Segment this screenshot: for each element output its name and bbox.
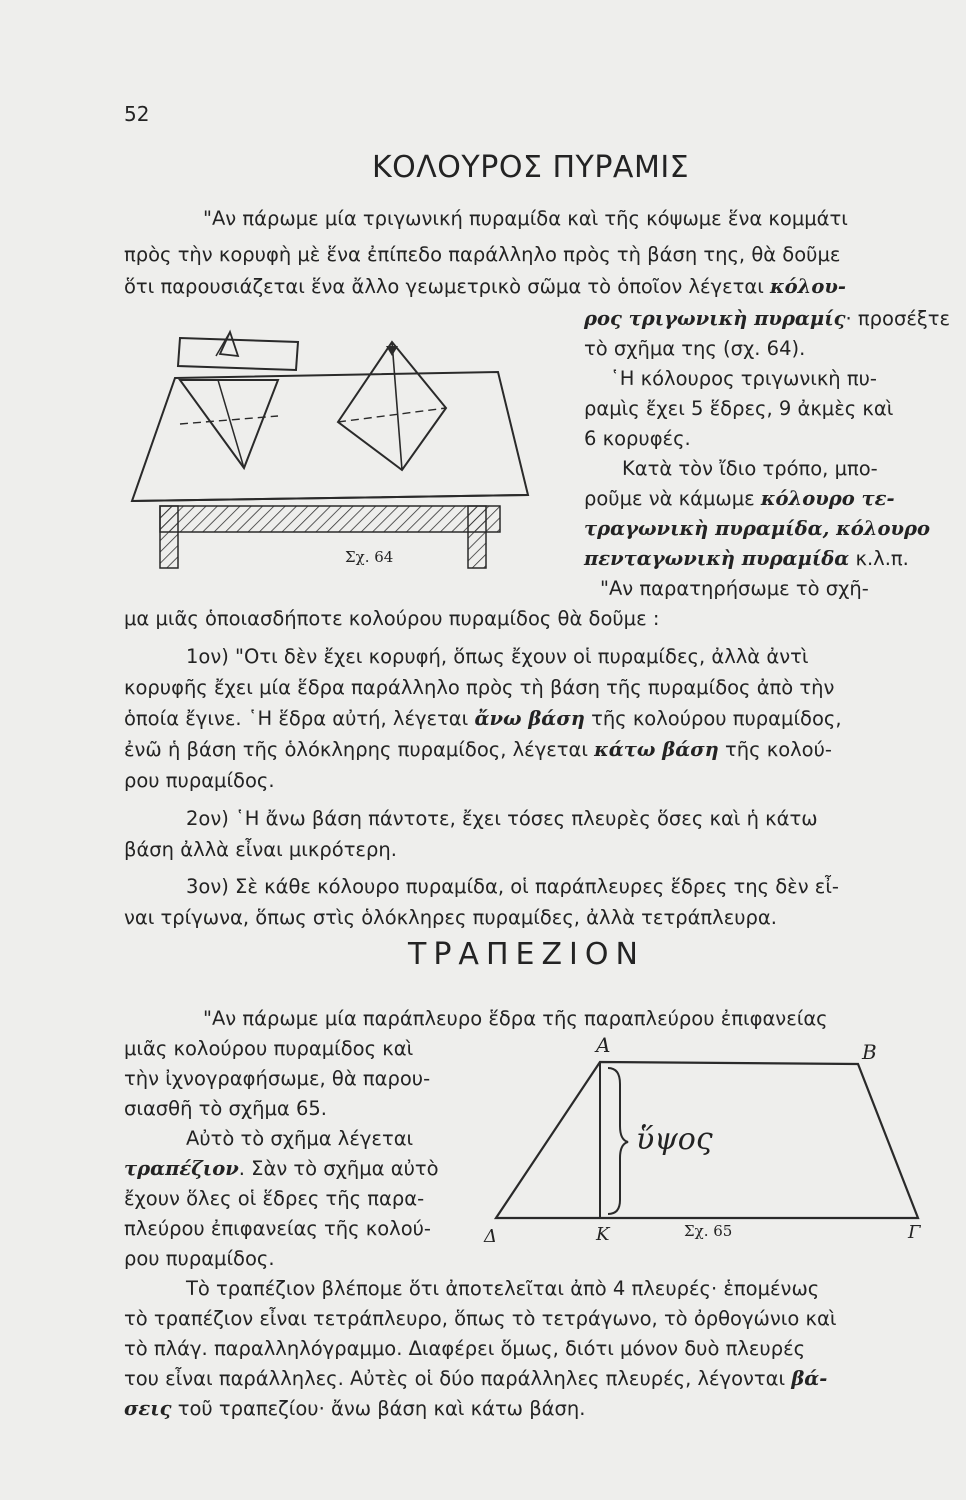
height-word: ὕψος <box>636 1122 713 1157</box>
table-leg-left <box>160 506 178 568</box>
figure-65-label: Σχ. 65 <box>684 1222 733 1240</box>
text-line: κορυφῆς ἔχει μία ἕδρα παράλληλο πρὸς τὴ βάση τῆς πυραμίδος ἀπὸ τὴν <box>124 676 835 699</box>
text-line: τὴν ἰχνογραφήσωμε, θὰ παρου- <box>124 1067 431 1090</box>
text-line: τὸ σχῆμα της (σχ. 64). <box>584 337 806 360</box>
text-line: ρου πυραμίδος. <box>124 1247 275 1270</box>
term-kolouro-tetragoniki: κόλουρο τε- <box>760 487 895 510</box>
text-run: τῆς κολούρου πυραμίδος, <box>584 707 842 730</box>
text-run: . Σὰν τὸ σχῆμα αὐτὸ <box>238 1157 439 1180</box>
text-run: ροῦμε νὰ κάμωμε <box>584 487 761 510</box>
text-line <box>124 1366 827 1392</box>
frustum-edge <box>218 380 244 468</box>
table-top <box>132 372 528 501</box>
text-line <box>124 706 842 732</box>
full-pyramid <box>338 342 446 470</box>
text-line <box>584 306 950 332</box>
text-run: ὅτι παρουσιάζεται ἕνα ἄλλο γεωμετρικὸ σῶμα τὸ ὁποῖον λέγεται <box>124 275 771 298</box>
text-line: 6 κορυφές. <box>584 427 691 450</box>
table-apron <box>160 506 500 532</box>
term-kolouros-trigoniki-pyramis: ρος τριγωνικὴ πυραμίς <box>584 307 846 330</box>
text-run: κ.λ.π. <box>849 547 909 570</box>
term-vaseis-cont: σεις <box>124 1397 172 1420</box>
pyramid-hidden-edge <box>338 408 446 422</box>
text-line: 1ον) "Οτι δὲν ἔχει κορυφή, ὅπως ἔχουν οἱ πυραμίδες, ἀλλὰ ἀντὶ <box>186 645 809 668</box>
figure-64-label: Σχ. 64 <box>345 548 394 566</box>
text-run: ὁποία ἔγινε. ῾Η ἕδρα αὐτή, λέγεται <box>124 707 475 730</box>
text-line <box>584 516 930 542</box>
text-line: "Αν πάρωμε μία παράπλευρο ἕδρα τῆς παραπλεύρου ἐπιφανείας <box>203 1007 828 1030</box>
term-pyramida-kolouro: τραγωνικὴ πυραμίδα, κόλουρο <box>584 517 930 540</box>
text-line: "Αν πάρωμε μία τριγωνική πυραμίδα καὶ τῆς κόψωμε ἕνα κομμάτι <box>203 207 848 230</box>
text-line: βάση ἀλλὰ εἶναι μικρότερη. <box>124 838 397 861</box>
text-run: ἐνῶ ἡ βάση τῆς ὁλόκληρης πυραμίδος, λέγεται <box>124 738 595 761</box>
vertex-a-label: Α <box>596 1033 611 1057</box>
text-line: ναι τρίγωνα, ὅπως στὶς ὁλόκληρες πυραμίδες, ἀλλὰ τετράπλευρα. <box>124 906 777 929</box>
table-edge <box>132 495 528 501</box>
text-run: τοῦ τραπεζίου· ἄνω βάση καὶ κάτω βάση. <box>171 1397 586 1420</box>
section-title-kolouros-pyramis: ΚΟΛΟΥΡΟΣ ΠΥΡΑΜΙΣ <box>372 150 690 185</box>
text-line <box>124 274 846 300</box>
text-line: τὸ τραπέζιον εἶναι τετράπλευρο, ὅπως τὸ τετράγωνο, τὸ ὀρθογώνιο καὶ <box>124 1307 837 1330</box>
pyramid-apex-shade <box>386 346 398 356</box>
text-run: του εἶναι παράλληλες. Αὐτὲς οἱ δύο παράλληλες πλευρές, λέγονται <box>124 1367 792 1390</box>
text-line: Κατὰ τὸν ἴδιο τρόπο, μπο- <box>622 457 878 480</box>
text-line: ῾Η κόλουρος τριγωνικὴ πυ- <box>610 367 877 390</box>
text-line <box>124 1156 439 1182</box>
term-ano-vasi: ἄνω βάση <box>474 707 585 730</box>
text-line: μα μιᾶς ὁποιασδήποτε κολούρου πυραμίδος θὰ δοῦμε : <box>124 607 660 630</box>
term-kolouros: κόλου- <box>770 275 846 298</box>
vertex-g-label: Γ <box>908 1222 921 1243</box>
text-line: ρου πυραμίδος. <box>124 769 275 792</box>
text-line <box>584 486 895 512</box>
vertex-b-label: Β <box>862 1040 877 1064</box>
text-line <box>124 1396 585 1422</box>
text-line: "Αν παρατηρήσωμε τὸ σχῆ- <box>600 577 869 600</box>
text-line: μιᾶς κολούρου πυραμίδος καὶ <box>124 1037 414 1060</box>
text-line: ἔχουν ὅλες οἱ ἕδρες τῆς παρα- <box>124 1187 425 1210</box>
term-vaseis: βά- <box>791 1367 828 1390</box>
figure-64-drawing <box>120 320 540 580</box>
text-line: 2ον) ῾Η ἄνω βάση πάντοτε, ἔχει τόσες πλευρὲς ὅσες καὶ ἡ κάτω <box>186 807 818 830</box>
section-title-trapezion: ΤΡΑΠΕΖΙΟΝ <box>408 937 645 972</box>
term-kato-vasi: κάτω βάση <box>594 738 719 761</box>
text-line: 3ον) Σὲ κάθε κόλουρο πυραμίδα, οἱ παράπλευρες ἕδρες της δὲν εἶ- <box>186 875 839 898</box>
text-line: πλεύρου ἐπιφανείας τῆς κολού- <box>124 1217 431 1240</box>
page-number: 52 <box>124 102 150 126</box>
vertex-d-label: Δ <box>484 1226 497 1247</box>
text-line: τὸ πλάγ. παραλληλόγραμμο. Διαφέρει ὅμως, διότι μόνον δυὸ πλευρές <box>124 1337 806 1360</box>
height-brace <box>608 1068 628 1214</box>
table-leg-right <box>468 506 486 568</box>
text-line: σιασθῆ τὸ σχῆμα 65. <box>124 1097 327 1120</box>
vertex-k-label: Κ <box>596 1224 610 1245</box>
text-run: · προσέξτε <box>845 307 951 330</box>
frustum-pyramid <box>180 380 278 468</box>
text-line: ραμὶς ἔχει 5 ἕδρες, 9 ἀκμὲς καὶ <box>584 397 894 420</box>
term-trapezion: τραπέζιον <box>124 1157 239 1180</box>
text-line: Αὐτὸ τὸ σχῆμα λέγεται <box>186 1127 414 1150</box>
text-line: πρὸς τὴν κορυφὴ μὲ ἕνα ἐπίπεδο παράλληλο πρὸς τὴ βάση της, θὰ δοῦμε <box>124 243 841 266</box>
term-pentagoniki-pyramida: πενταγωνικὴ πυραμίδα <box>584 547 850 570</box>
text-line <box>584 546 909 572</box>
text-line: Τὸ τραπέζιον βλέπομε ὅτι ἀποτελεῖται ἀπὸ 4 πλευρές· ἑπομένως <box>186 1277 820 1300</box>
text-run: τῆς κολού- <box>718 738 832 761</box>
pyramid-edge <box>392 342 402 470</box>
text-line <box>124 737 832 763</box>
